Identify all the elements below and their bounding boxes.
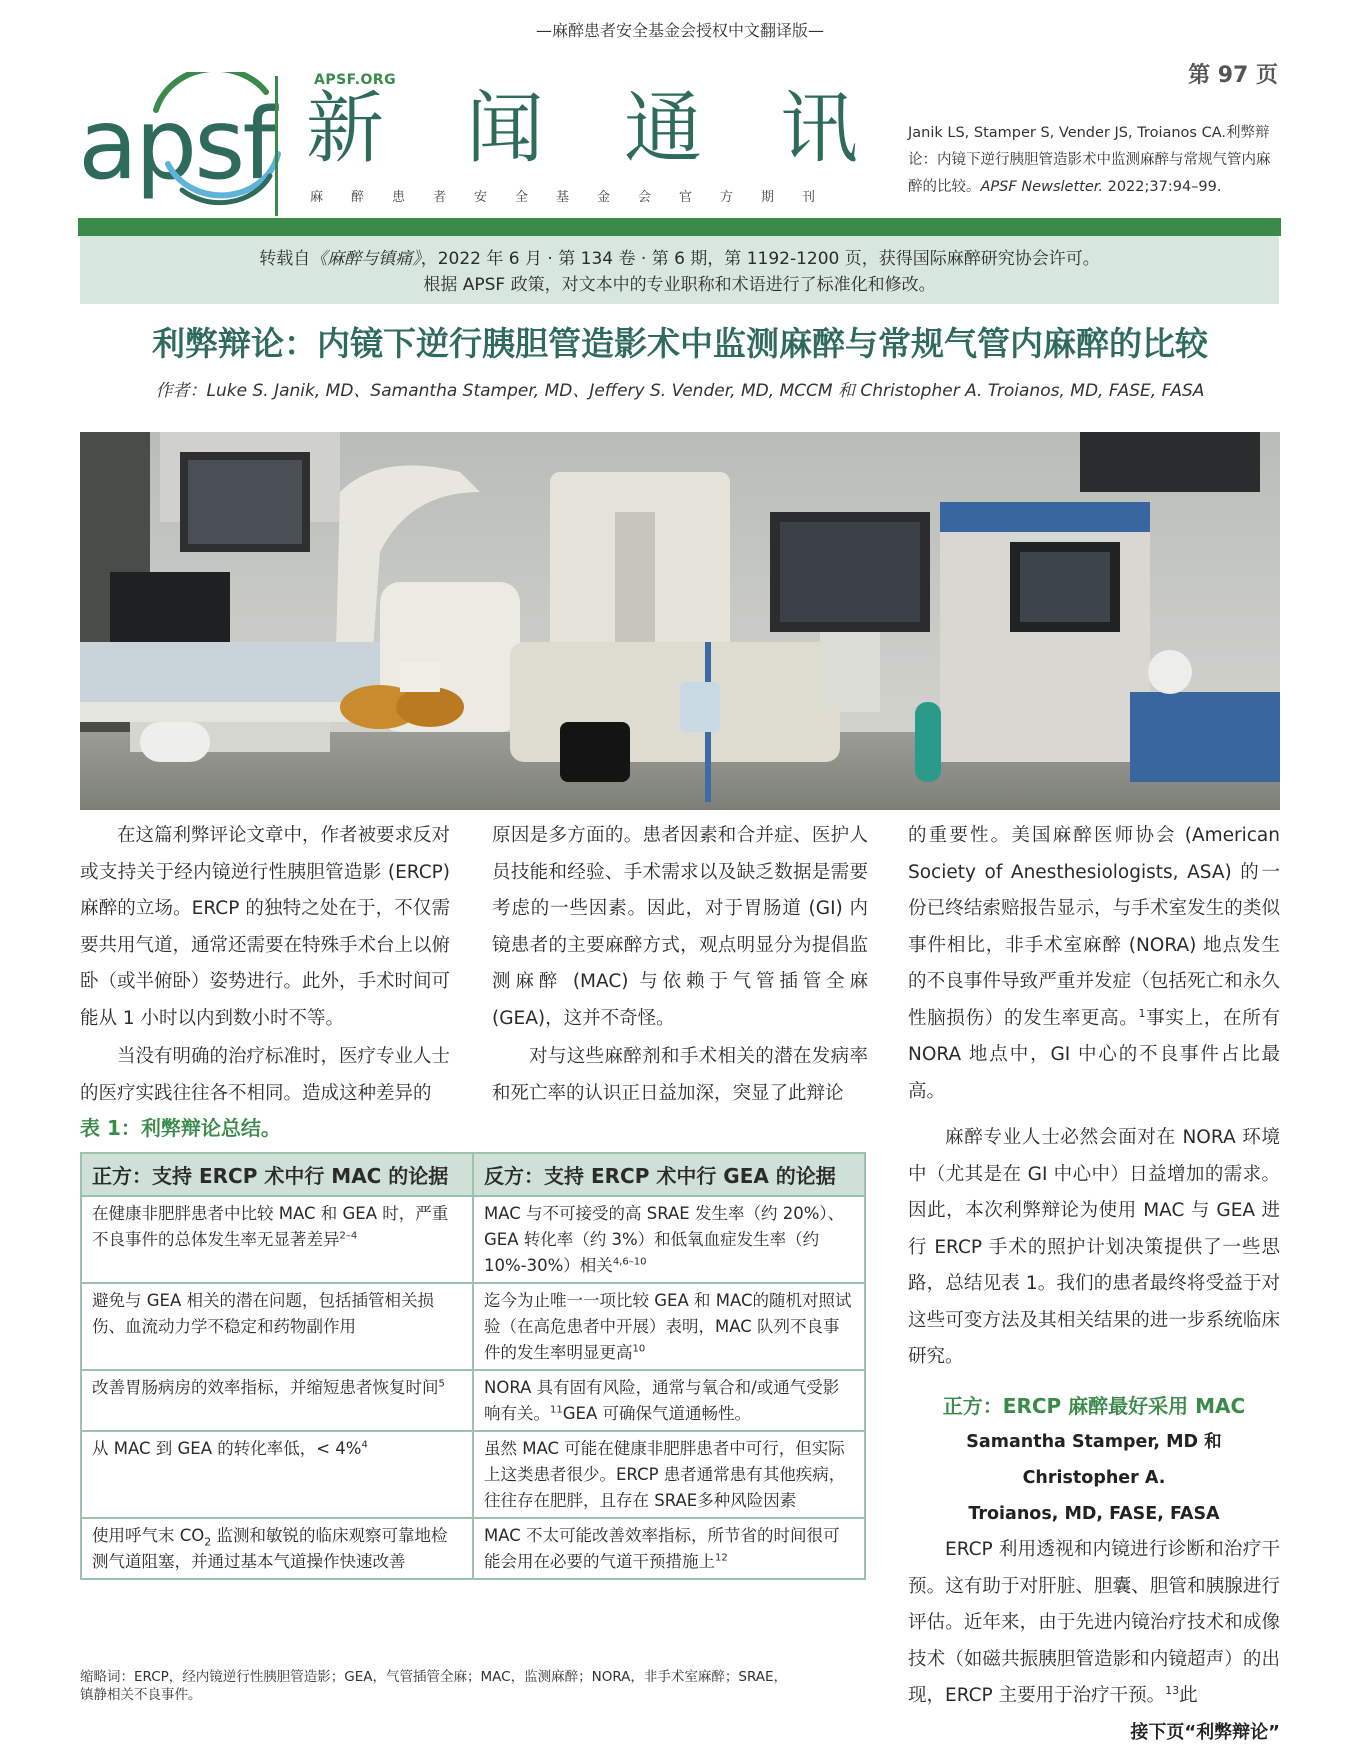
- table-cell-con: MAC 不太可能改善效率指标，所节省的时间很可能会用在必要的气道干预措施上$^{12}$: [473, 1518, 865, 1579]
- table-cell-con: 虽然 MAC 可能在健康非肥胖患者中可行，但实际上这类患者很少。ERCP 患者通常患有其他疾病，往往存在肥胖，且存在 SRAE多种风险因素: [473, 1431, 865, 1518]
- table-cell-con: 迄今为止唯一一项比较 GEA 和 MAC的随机对照试验（在高危患者中开展）表明，MAC 队列不良事件的发生率明显更高$^{10}$: [473, 1283, 865, 1370]
- reprint-notice: [80, 236, 1279, 304]
- reprint-line-1: 转载自《麻醉与镇痛》，2022 年 6 月 · 第 134 卷 · 第 6 期，第 1192-1200 页，获得国际麻醉研究协会许可。: [259, 249, 1100, 269]
- logo-wordmark: apsf: [78, 88, 274, 202]
- newsletter-title: [306, 84, 859, 180]
- citation-tail: 2022;37:94–99.: [1102, 179, 1222, 195]
- apsf-logo[interactable]: [78, 72, 288, 212]
- subtitle-char: 刊: [802, 190, 816, 205]
- table-header-con: 反方：支持 ERCP 术中行 GEA 的论据: [473, 1153, 865, 1196]
- apsf-logo-arc-icon: [138, 72, 288, 212]
- body-paragraph: 在这篇利弊评论文章中，作者被要求反对或支持关于经内镜逆行性胰胆管造影 (ERCP) 麻醉的立场。ERCP 的独特之处在于，不仅需要共用气道，通常还需要在特殊手术台上以俯卧（或半俯卧）姿势进行。此外，手术时间可能从 1 小时以内到数小时不等。: [80, 825, 451, 1029]
- table-header-pro: 正方：支持 ERCP 术中行 MAC 的论据: [81, 1153, 473, 1196]
- table-row: [81, 1283, 865, 1370]
- reference-sup: 10: [632, 1343, 646, 1355]
- body-paragraph: 原因是多方面的。患者因素和合并症、医护人员技能和经验、手术需求以及缺乏数据是需要考虑的一些因素。因此，对于胃肠道 (GI) 内镜患者的主要麻醉方式，观点明显分为提倡监测麻醉 (MAC) 与依赖于气管插管全麻 (GEA)，这并不奇怪。: [492, 825, 868, 1029]
- subtitle-char: 患: [392, 190, 406, 205]
- reference-sup: 2–4: [339, 1230, 358, 1242]
- pro-section-authors-line-2: Troianos, MD, FASE, FASA: [968, 1504, 1220, 1524]
- body-paragraph: 的重要性。美国麻醉医师协会 (American Society of Anesthesiologists, ASA) 的一份已终结索赔报告显示，与手术室发生的类似事件相比，非手术室麻醉 (NORA) 地点发生的不良事件导致严重并发症（包括死亡和永久性脑损伤）的发生率更高。$^1$事实上，在所有 NORA 地点中，GI 中心的不良事件占比最高。: [908, 825, 1280, 1102]
- subtitle-char: 金: [597, 190, 611, 205]
- body-paragraph: 当没有明确的治疗标准时，医疗专业人士的医疗实践往往各不相同。造成这种差异的: [80, 1046, 451, 1104]
- subscript: 2: [204, 1535, 212, 1549]
- photo-illustration: [80, 432, 1280, 810]
- citation-main: Janik LS, Stamper S, Vender JS, Troianos CA.利弊辩论：内镜下逆行胰胆管造影术中监测麻醉与常规气管内麻醉的比较。: [908, 125, 1271, 195]
- endoscopy-suite-photo: [80, 432, 1280, 810]
- article-byline: 作者：Luke S. Janik, MD、Samantha Stamper, MD、Jeffery S. Vender, MD, MCCM 和 Christopher A. Troianos, MD, FASE, FASA: [155, 381, 1205, 401]
- table-cell-pro: 从 MAC 到 GEA 的转化率低，< 4%$^4$: [81, 1431, 473, 1518]
- subtitle-char: 基: [556, 190, 570, 205]
- reprint-journal: 《麻醉与镇痛》: [310, 249, 421, 269]
- table-cell-pro: 改善胃肠病房的效率指标，并缩短患者恢复时间$^5$: [81, 1370, 473, 1431]
- title-char: 新: [306, 84, 385, 174]
- abbreviations-note: 缩略词：ERCP，经内镜逆行性胰胆管造影；GEA，气管插管全麻；MAC，监测麻醉；NORA，非手术室麻醉；SRAE，镇静相关不良事件。: [80, 1669, 788, 1703]
- body-paragraph: ERCP 利用透视和内镜进行诊断和治疗干预。这有助于对肝脏、胆囊、胆管和胰腺进行评估。近年来，由于先进内镜治疗技术和成像技术（如磁共振胰胆管造影和内镜超声）的出现，ERCP 主要用于治疗干预。$^{13}$此: [908, 1539, 1280, 1706]
- body-column-1: [80, 818, 450, 1112]
- reference-sup: 5: [438, 1378, 445, 1390]
- table-row: [81, 1431, 865, 1518]
- body-column-3: [908, 818, 1280, 1751]
- article-title: 利弊辩论：内镜下逆行胰胆管造影术中监测麻醉与常规气管内麻醉的比较: [152, 324, 1208, 363]
- reprint-line-2: 根据 APSF 政策，对文本中的专业职称和术语进行了标准化和修改。: [423, 275, 936, 295]
- pro-section-authors-line-1: Samantha Stamper, MD 和 Christopher A.: [966, 1432, 1222, 1488]
- subtitle-char: 全: [515, 190, 529, 205]
- subtitle-char: 者: [433, 190, 447, 205]
- continued-next-page-link[interactable]: 接下页“利弊辩论”: [1130, 1721, 1280, 1743]
- table-header-row: [81, 1153, 865, 1196]
- subtitle-char: 期: [761, 190, 775, 205]
- header-rule: [78, 218, 1281, 236]
- subtitle-char: 安: [474, 190, 488, 205]
- reference-sup: 4,6–10: [612, 1256, 647, 1268]
- citation-journal: APSF Newsletter.: [980, 179, 1103, 195]
- citation: [908, 120, 1280, 201]
- pro-section-heading: 正方：ERCP 麻醉最好采用 MAC: [942, 1393, 1246, 1418]
- pro-con-summary-table: [80, 1152, 866, 1580]
- body-paragraph: 麻醉专业人士必然会面对在 NORA 环境中（尤其是在 GI 中心中）日益增加的需求。因此，本次利弊辩论为使用 MAC 与 GEA 进行 ERCP 手术的照护计划决策提供了一些思路，总结见表 1。我们的患者最终将受益于对这些可变方法及其相关结果的进一步系统临床研究。: [908, 1127, 1280, 1367]
- subtitle-char: 醉: [351, 190, 365, 205]
- title-char: 讯: [780, 84, 859, 174]
- reference-sup: 12: [715, 1552, 728, 1564]
- subtitle-char: 会: [638, 190, 652, 205]
- reference-sup: 11: [550, 1404, 563, 1416]
- table-cell-pro: 避免与 GEA 相关的潜在问题，包括插管相关损伤、血流动力学不稳定和药物副作用: [81, 1283, 473, 1370]
- reference-sup: 1: [1138, 1006, 1146, 1020]
- table-row: [81, 1518, 865, 1579]
- table-cell-pro: 在健康非肥胖患者中比较 MAC 和 GEA 时，严重不良事件的总体发生率无显著差异$^{2-4}$: [81, 1196, 473, 1283]
- title-char: 通: [624, 84, 703, 174]
- title-char: 闻: [466, 84, 545, 174]
- org-url-link[interactable]: APSF.ORG: [314, 72, 397, 88]
- body-column-2: [492, 818, 868, 1112]
- newsletter-subtitle: [310, 186, 862, 206]
- table-cell-pro: 使用呼气末 $CO_2$ 监测和敏锐的临床观察可靠地检测气道阻塞，并通过基本气道操作快速改善: [81, 1518, 473, 1579]
- subtitle-char: 方: [720, 190, 734, 205]
- table-cell-con: NORA 具有固有风险，通常与氧合和/或通气受影响有关。$^{11}$GEA 可确保气道通畅性。: [473, 1370, 865, 1431]
- table-row: [81, 1370, 865, 1431]
- subtitle-char: 麻: [310, 190, 324, 205]
- reference-sup: 4: [361, 1439, 368, 1451]
- table-cell-con: MAC 与不可接受的高 SRAE 发生率（约 20%）、GEA 转化率（约 3%）和低氧血症发生率（约 10%-30%）相关$^{4,6-10}$: [473, 1196, 865, 1283]
- page-number: 第 97 页: [1188, 63, 1278, 88]
- table-title: 表 1：利弊辩论总结。: [80, 1116, 281, 1140]
- table-row: [81, 1196, 865, 1283]
- translation-banner: —麻醉患者安全基金会授权中文翻译版—: [535, 21, 824, 40]
- subtitle-char: 官: [679, 190, 693, 205]
- masthead-divider: [275, 76, 278, 216]
- body-paragraph: 对与这些麻醉剂和手术相关的潜在发病率和死亡率的认识正日益加深，突显了此辩论: [492, 1046, 868, 1104]
- reference-sup: 13: [1165, 1683, 1180, 1697]
